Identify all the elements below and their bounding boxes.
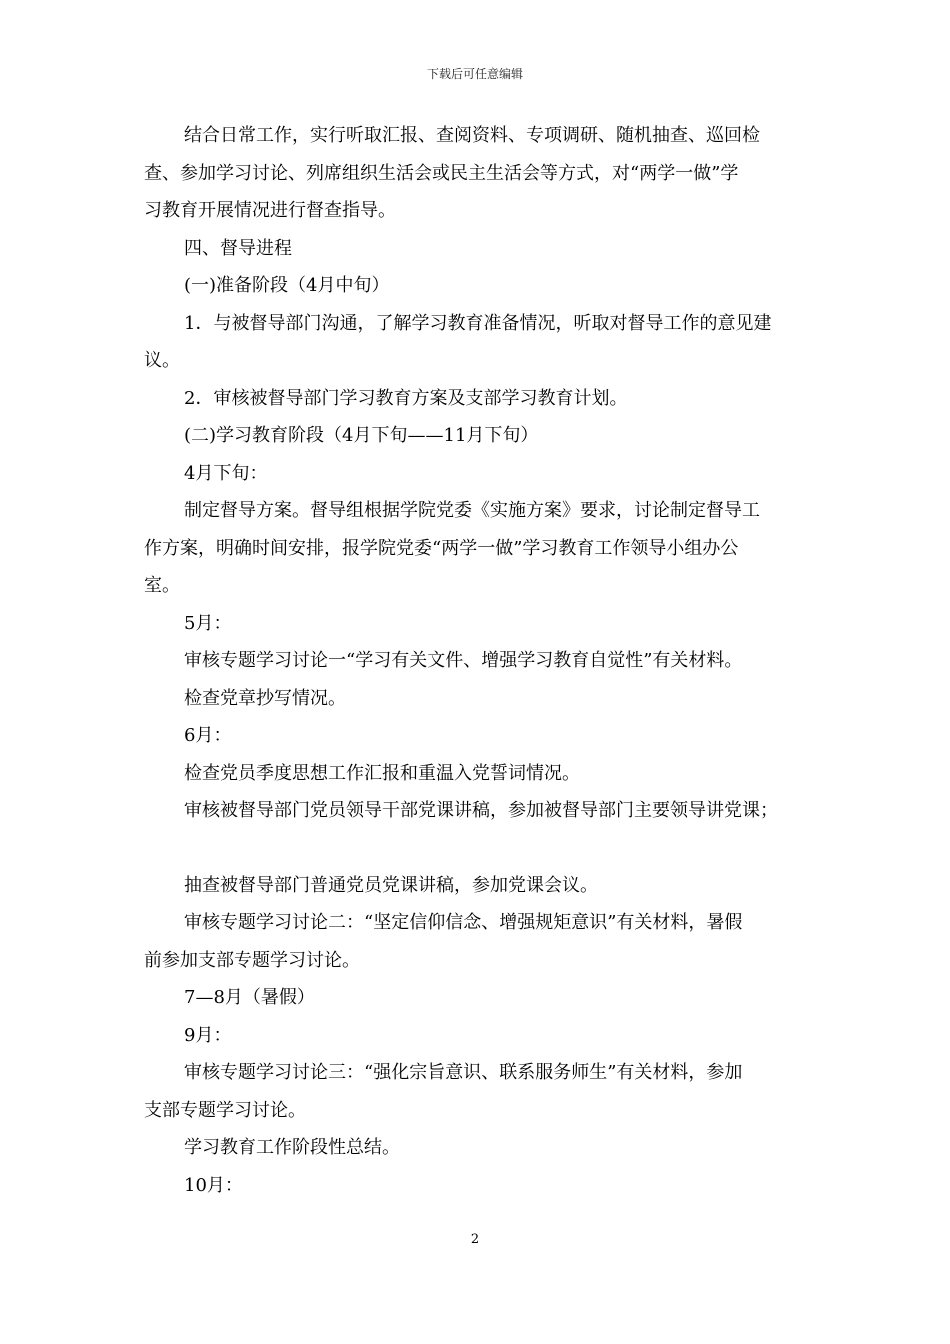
section-heading: 四、督导进程 xyxy=(184,238,292,259)
body-line: 前参加支部专题学习讨论。 xyxy=(144,950,360,971)
body-line: 检查党章抄写情况。 xyxy=(184,688,346,709)
body-line: 审核被督导部门党员领导干部党课讲稿，参加被督导部门主要领导讲党课； xyxy=(184,800,778,821)
body-line: 支部专题学习讨论。 xyxy=(144,1100,306,1121)
body-line: 结合日常工作，实行听取汇报、查阅资料、专项调研、随机抽查、巡回检 xyxy=(184,125,760,146)
body-line: 抽查被督导部门普通党员党课讲稿，参加党课会议。 xyxy=(184,875,598,896)
body-line: 室。 xyxy=(144,575,180,596)
body-line: 作方案，明确时间安排，报学院党委“两学一做”学习教育工作领导小组办公 xyxy=(144,538,739,559)
month-heading: 9月： xyxy=(184,1025,232,1046)
month-heading: 5月： xyxy=(184,613,232,634)
month-heading: 10月： xyxy=(184,1175,243,1196)
month-heading: 6月： xyxy=(184,725,232,746)
month-heading: 4月下旬： xyxy=(184,463,268,484)
body-line: 审核专题学习讨论二：“坚定信仰信念、增强规矩意识”有关材料，暑假 xyxy=(184,912,743,933)
body-line: 议。 xyxy=(144,350,180,371)
body-line: 审核专题学习讨论三：“强化宗旨意识、联系服务师生”有关材料，参加 xyxy=(184,1062,743,1083)
subsection-heading: (一)准备阶段（4月中旬） xyxy=(184,275,390,296)
page-header: 下载后可任意编辑 xyxy=(426,67,523,81)
body-line: 检查党员季度思想工作汇报和重温入党誓词情况。 xyxy=(184,763,580,784)
body-line: 1．与被督导部门沟通，了解学习教育准备情况，听取对督导工作的意见建 xyxy=(184,313,772,334)
body-line: 学习教育工作阶段性总结。 xyxy=(184,1137,400,1158)
subsection-heading: (二)学习教育阶段（4月下旬——11月下旬） xyxy=(184,425,539,446)
body-line: 制定督导方案。督导组根据学院党委《实施方案》要求，讨论制定督导工 xyxy=(184,500,760,521)
page-number: 2 xyxy=(470,1232,480,1247)
body-line: 习教育开展情况进行督查指导。 xyxy=(144,200,396,221)
month-heading: 7—8月（暑假） xyxy=(184,987,315,1008)
body-line: 查、参加学习讨论、列席组织生活会或民主生活会等方式，对“两学一做”学 xyxy=(144,163,739,184)
body-line: 2．审核被督导部门学习教育方案及支部学习教育计划。 xyxy=(184,388,628,409)
body-line: 审核专题学习讨论一“学习有关文件、增强学习教育自觉性”有关材料。 xyxy=(184,650,743,671)
